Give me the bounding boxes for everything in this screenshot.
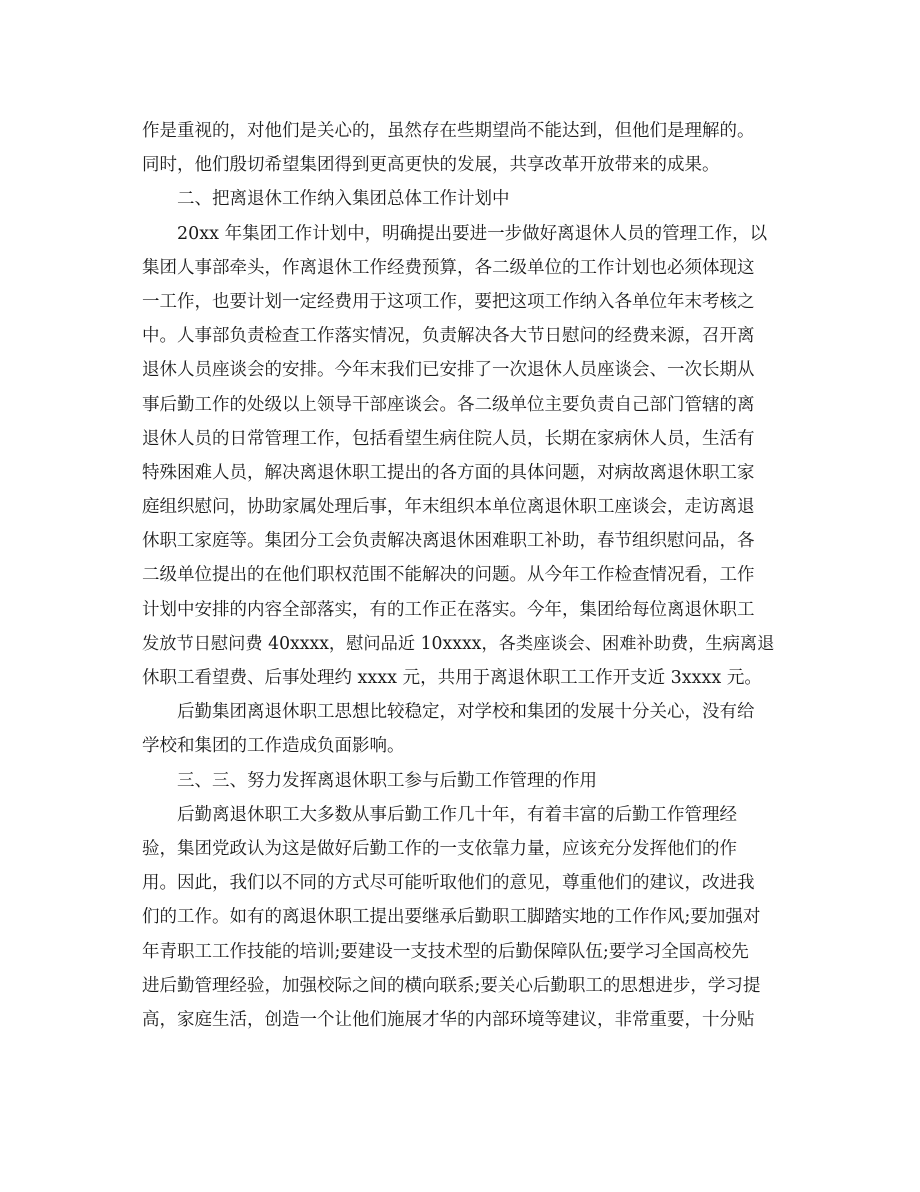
text-line: 进后勤管理经验，加强校际之间的横向联系;要关心后勤职工的思想进步，学习提 <box>142 975 761 996</box>
text-line: 特殊困难人员，解决离退休职工提出的各方面的具体问题，对病故离退休职工家 <box>142 462 755 483</box>
text-line: 事后勤工作的处级以上领导干部座谈会。各二级单位主要负责自己部门管辖的离 <box>142 394 755 415</box>
text-line: 验，集团党政认为这是做好后勤工作的一支依靠力量，应该充分发挥他们的作 <box>142 838 737 859</box>
text-line: 发放节日慰问费 40xxxx，慰问品近 10xxxx，各类座谈会、困难补助费，生病离退 <box>142 633 775 654</box>
text-line: 集团人事部牵头，作离退休工作经费预算，各二级单位的工作计划也必须体现这 <box>142 257 755 278</box>
text-line: 们的工作。如有的离退休职工提出要继承后勤职工脚踏实地的工作作风;要加强对 <box>142 907 761 928</box>
text-line: 20xx 年集团工作计划中，明确提出要进一步做好离退休人员的管理工作，以 <box>177 223 768 244</box>
text-line: 中。人事部负责检查工作落实情况，负责解决各大节日慰问的经费来源，召开离 <box>142 326 755 347</box>
text-line: 用。因此，我们以不同的方式尽可能听取他们的意见，尊重他们的建议，改进我 <box>142 873 755 894</box>
text-line: 作是重视的，对他们是关心的，虽然存在些期望尚不能达到，但他们是理解的。 <box>142 121 755 141</box>
text-line: 休职工看望费、后事处理约 xxxx 元，共用于离退休职工工作开支近 3xxxx 元。 <box>142 668 762 688</box>
text-line: 学校和集团的工作造成负面影响。 <box>142 736 405 757</box>
text-line: 退休人员座谈会的安排。今年末我们已安排了一次退休人员座谈会、一次长期从 <box>142 360 755 381</box>
text-line: 计划中安排的内容全部落实，有的工作正在落实。今年，集团给每位离退休职工 <box>142 599 755 620</box>
text-line: 一工作，也要计划一定经费用于这项工作，要把这项工作纳入各单位年末考核之 <box>142 291 755 312</box>
text-line: 休职工家庭等。集团分工会负责解决离退休困难职工补助，春节组织慰问品，各 <box>142 531 755 552</box>
text-line: 高，家庭生活，创造一个让他们施展才华的内部环境等建议，非常重要，十分贴 <box>142 1009 755 1030</box>
text-line: 二级单位提出的在他们职权范围不能解决的问题。从今年工作检查情况看，工作 <box>142 565 755 586</box>
text-line: 三、三、努力发挥离退休职工参与后勤工作管理的作用 <box>177 770 597 791</box>
document-body <box>142 114 778 1037</box>
text-line: 后勤集团离退休职工思想比较稳定，对学校和集团的发展十分关心，没有给 <box>177 702 755 723</box>
text-line: 退休人员的日常管理工作，包括看望生病住院人员，长期在家病休人员，生活有 <box>142 428 755 449</box>
text-line: 二、把离退休工作纳入集团总体工作计划中 <box>177 189 510 210</box>
text-line: 后勤离退休职工大多数从事后勤工作几十年，有着丰富的后勤工作管理经 <box>177 804 737 825</box>
text-line: 同时，他们殷切希望集团得到更高更快的发展，共享改革开放带来的成果。 <box>142 155 720 176</box>
text-line: 庭组织慰问，协助家属处理后事，年末组织本单位离退休职工座谈会，走访离退 <box>142 497 755 518</box>
text-line: 年青职工工作技能的培训;要建设一支技术型的后勤保障队伍;要学习全国高校先 <box>142 941 749 962</box>
